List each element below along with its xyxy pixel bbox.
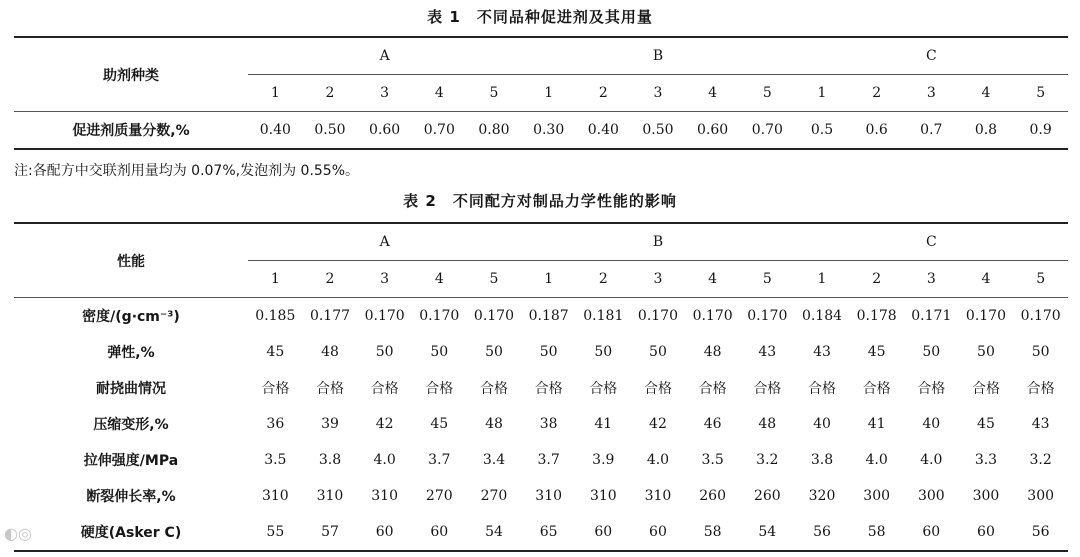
table2-value-cell: 48 (758, 416, 777, 432)
table-row (14, 442, 1068, 478)
table-row (14, 406, 1068, 442)
table2-value-cell: 0.170 (473, 308, 515, 324)
table1-value-cell: 0.70 (751, 122, 783, 138)
table2-value-cell: 300 (972, 488, 1000, 504)
table2-formula-index: 1 (795, 261, 850, 298)
table2-value-cell: 合格 (1026, 381, 1055, 397)
table2-value-cell: 3.4 (482, 452, 506, 468)
table2-value-cell: 4.0 (373, 452, 396, 468)
table1-value-cell: 0.8 (974, 122, 998, 138)
table2-value-cell: 48 (485, 416, 503, 432)
table2-value-cell: 300 (863, 488, 891, 504)
table1-value-cell: 0.9 (1029, 122, 1052, 138)
table2-value-cell: 合格 (425, 381, 454, 397)
table2-value-cell: 50 (594, 344, 613, 360)
table1-formula-index: 5 (1013, 75, 1068, 112)
table1-formula-index: 5 (467, 75, 522, 112)
table2 (14, 222, 1068, 552)
table2-value-cell: 50 (539, 344, 558, 360)
table2-value-cell: 65 (539, 524, 558, 540)
table2-value-cell: 50 (977, 344, 995, 360)
table2-value-cell: 270 (480, 488, 508, 504)
table2-header-label: 性能 (14, 223, 248, 298)
table2-formula-index: 5 (740, 261, 795, 298)
table2-value-cell: 4.0 (920, 452, 943, 468)
table2-value-cell: 320 (808, 488, 836, 504)
table2-value-cell: 3.9 (592, 452, 615, 468)
table2-formula-index: 3 (631, 261, 686, 298)
table2-value-cell: 合格 (917, 381, 946, 397)
table2-value-cell: 60 (430, 524, 449, 540)
table1-value-cell: 0.5 (810, 122, 834, 138)
table1-value-cell: 0.70 (423, 122, 455, 138)
table2-value-cell: 0.170 (364, 308, 405, 324)
table2-value-cell: 0.170 (1020, 308, 1061, 324)
table2-value-cell: 3.7 (537, 452, 560, 468)
table-row (14, 334, 1068, 370)
table2-value-cell: 310 (589, 488, 617, 504)
table1-formula-index: 4 (412, 75, 467, 112)
table-row (14, 478, 1068, 514)
table2-value-cell: 0.170 (692, 308, 733, 324)
table2-value-cell: 41 (867, 416, 886, 432)
table2-value-cell: 310 (316, 488, 344, 504)
table2-value-cell: 合格 (261, 381, 290, 397)
table1-formula-index: 1 (248, 75, 303, 112)
table2-value-cell: 45 (430, 416, 449, 432)
table2-value-cell: 45 (977, 416, 995, 432)
table2-value-cell: 合格 (534, 381, 563, 397)
table1-title: 表 1 不同品种促进剂及其用量 (427, 8, 653, 26)
table2-value-cell: 0.170 (637, 308, 679, 324)
table2-value-cell: 43 (813, 344, 831, 360)
table2-value-cell: 3.2 (756, 452, 779, 468)
table2-value-cell: 0.184 (801, 308, 843, 324)
table1-formula-index: 2 (303, 75, 358, 112)
table1-row-label: 促进剂质量分数,% (72, 123, 190, 139)
table2-value-cell: 合格 (370, 381, 399, 397)
table2-value-cell: 合格 (971, 381, 1000, 397)
table-row (14, 514, 1068, 551)
table2-value-cell: 50 (1031, 344, 1050, 360)
table2-formula-index: 3 (357, 261, 412, 298)
table1-formula-index: 2 (849, 75, 904, 112)
table2-value-cell: 40 (813, 416, 831, 432)
table2-value-cell: 50 (922, 344, 941, 360)
table1-header-label: 助剂种类 (14, 37, 248, 112)
table1-value-cell: 0.30 (533, 122, 565, 138)
table2-row-label: 断裂伸长率,% (86, 489, 176, 505)
table2-value-cell: 0.171 (911, 308, 952, 324)
table2-group-header: A (248, 223, 521, 261)
table1-formula-index: 3 (904, 75, 959, 112)
table-row (14, 298, 1068, 335)
table2-value-cell: 56 (813, 524, 831, 540)
table2-value-cell: 0.170 (965, 308, 1007, 324)
table2-value-cell: 60 (594, 524, 613, 540)
table2-value-cell: 57 (321, 524, 339, 540)
table-row (14, 370, 1068, 406)
table2-value-cell: 3.7 (428, 452, 451, 468)
table2-formula-index: 2 (303, 261, 358, 298)
table2-value-cell: 4.0 (865, 452, 888, 468)
table1-formula-index: 1 (795, 75, 850, 112)
table2-value-cell: 3.8 (810, 452, 834, 468)
table2-value-cell: 3.3 (974, 452, 998, 468)
table2-value-cell: 270 (425, 488, 453, 504)
table1-value-cell: 0.40 (587, 122, 619, 138)
table2-value-cell: 45 (266, 344, 285, 360)
table2-value-cell: 60 (649, 524, 667, 540)
table2-group-header: C (795, 223, 1068, 261)
table2-formula-index: 4 (685, 261, 740, 298)
table1-group-header: C (795, 37, 1068, 75)
table1-formula-index: 5 (740, 75, 795, 112)
table2-formula-index: 2 (576, 261, 631, 298)
table2-value-cell: 3.2 (1029, 452, 1052, 468)
table2-formula-index: 5 (1013, 261, 1068, 298)
table2-value-cell: 4.0 (646, 452, 670, 468)
table2-row-label: 耐挠曲情况 (96, 381, 166, 397)
table2-formula-index: 1 (248, 261, 303, 298)
table1-value-cell: 0.60 (369, 122, 401, 138)
table2-value-cell: 260 (699, 488, 726, 504)
table2-value-cell: 42 (649, 416, 667, 432)
table2-value-cell: 60 (375, 524, 394, 540)
table2-value-cell: 3.5 (701, 452, 724, 468)
table2-value-cell: 60 (922, 524, 941, 540)
table2-value-cell: 54 (758, 524, 777, 540)
table2-value-cell: 合格 (808, 381, 836, 397)
table2-value-cell: 3.8 (318, 452, 342, 468)
table2-value-cell: 46 (703, 416, 722, 432)
table2-value-cell: 45 (867, 344, 886, 360)
table2-value-cell: 0.185 (255, 308, 296, 324)
table2-formula-index: 5 (467, 261, 522, 298)
table2-value-cell: 43 (758, 344, 777, 360)
table2-value-cell: 50 (375, 344, 394, 360)
table2-row-label: 弹性,% (107, 345, 155, 361)
table1-value-cell: 0.50 (642, 122, 674, 138)
table1-formula-index: 1 (521, 75, 576, 112)
table2-value-cell: 58 (703, 524, 722, 540)
table2-value-cell: 300 (1027, 488, 1055, 504)
table2-title: 表 2 不同配方对制品力学性能的影响 (403, 192, 677, 210)
table2-value-cell: 60 (977, 524, 995, 540)
table2-value-cell: 55 (266, 524, 285, 540)
table2-value-cell: 56 (1031, 524, 1050, 540)
table2-value-cell: 310 (644, 488, 672, 504)
table2-value-cell: 50 (649, 344, 667, 360)
table1-formula-index: 3 (631, 75, 686, 112)
table2-value-cell: 310 (535, 488, 563, 504)
table2-value-cell: 54 (485, 524, 503, 540)
table2-value-cell: 合格 (315, 381, 344, 397)
table2-row-label: 密度/(g·cm⁻³) (82, 309, 180, 325)
table2-value-cell: 48 (321, 344, 339, 360)
table2-value-cell: 260 (753, 488, 781, 504)
table1-formula-index: 3 (357, 75, 412, 112)
table2-value-cell: 0.187 (528, 308, 569, 324)
table2-value-cell: 0.170 (747, 308, 788, 324)
table2-value-cell: 3.5 (264, 452, 287, 468)
table2-value-cell: 36 (266, 416, 285, 432)
table2-value-cell: 合格 (643, 381, 672, 397)
table2-value-cell: 41 (594, 416, 613, 432)
table2-formula-index: 4 (959, 261, 1014, 298)
table1-note: 注:各配方中交联剂用量均为 0.07%,发泡剂为 0.55%。 (14, 163, 360, 179)
table2-value-cell: 合格 (698, 381, 727, 397)
table1-value-cell: 0.50 (314, 122, 346, 138)
watermark-logo: ◐◎ (4, 524, 32, 543)
table2-value-cell: 0.170 (419, 308, 460, 324)
table1-value-cell: 0.7 (920, 122, 943, 138)
table1-formula-index: 4 (685, 75, 740, 112)
table2-value-cell: 39 (321, 416, 339, 432)
table2-value-cell: 310 (261, 488, 289, 504)
table1-value-cell: 0.6 (865, 122, 888, 138)
table2-value-cell: 0.178 (856, 308, 897, 324)
table1-group-header: A (248, 37, 521, 75)
table2-value-cell: 42 (375, 416, 394, 432)
table2-value-cell: 58 (867, 524, 886, 540)
table2-value-cell: 合格 (589, 381, 618, 397)
table2-value-cell: 40 (922, 416, 941, 432)
table1-group-header: B (521, 37, 794, 75)
table2-value-cell: 48 (703, 344, 722, 360)
table2-value-cell: 合格 (862, 381, 891, 397)
table2-value-cell: 300 (917, 488, 945, 504)
table2-value-cell: 合格 (753, 381, 782, 397)
table2-value-cell: 50 (430, 344, 449, 360)
table2-group-header: B (521, 223, 794, 261)
table2-value-cell: 0.177 (309, 308, 351, 324)
table2-formula-index: 1 (521, 261, 576, 298)
table2-row-label: 硬度(Asker C) (80, 525, 182, 541)
table1-value-cell: 0.60 (697, 122, 729, 138)
table2-row-label: 压缩变形,% (93, 417, 169, 433)
table2-value-cell: 合格 (479, 381, 508, 397)
table2-formula-index: 2 (849, 261, 904, 298)
table2-value-cell: 0.181 (583, 308, 624, 324)
table1 (14, 36, 1068, 150)
table1-formula-index: 4 (959, 75, 1014, 112)
table1-value-cell: 0.40 (259, 122, 291, 138)
table2-value-cell: 38 (539, 416, 558, 432)
table2-formula-index: 4 (412, 261, 467, 298)
table1-formula-index: 2 (576, 75, 631, 112)
table2-value-cell: 310 (371, 488, 398, 504)
table2-value-cell: 50 (485, 344, 503, 360)
table2-formula-index: 3 (904, 261, 959, 298)
table2-value-cell: 43 (1031, 416, 1050, 432)
table1-value-cell: 0.80 (478, 122, 510, 138)
table2-row-label: 拉伸强度/MPa (83, 453, 179, 469)
